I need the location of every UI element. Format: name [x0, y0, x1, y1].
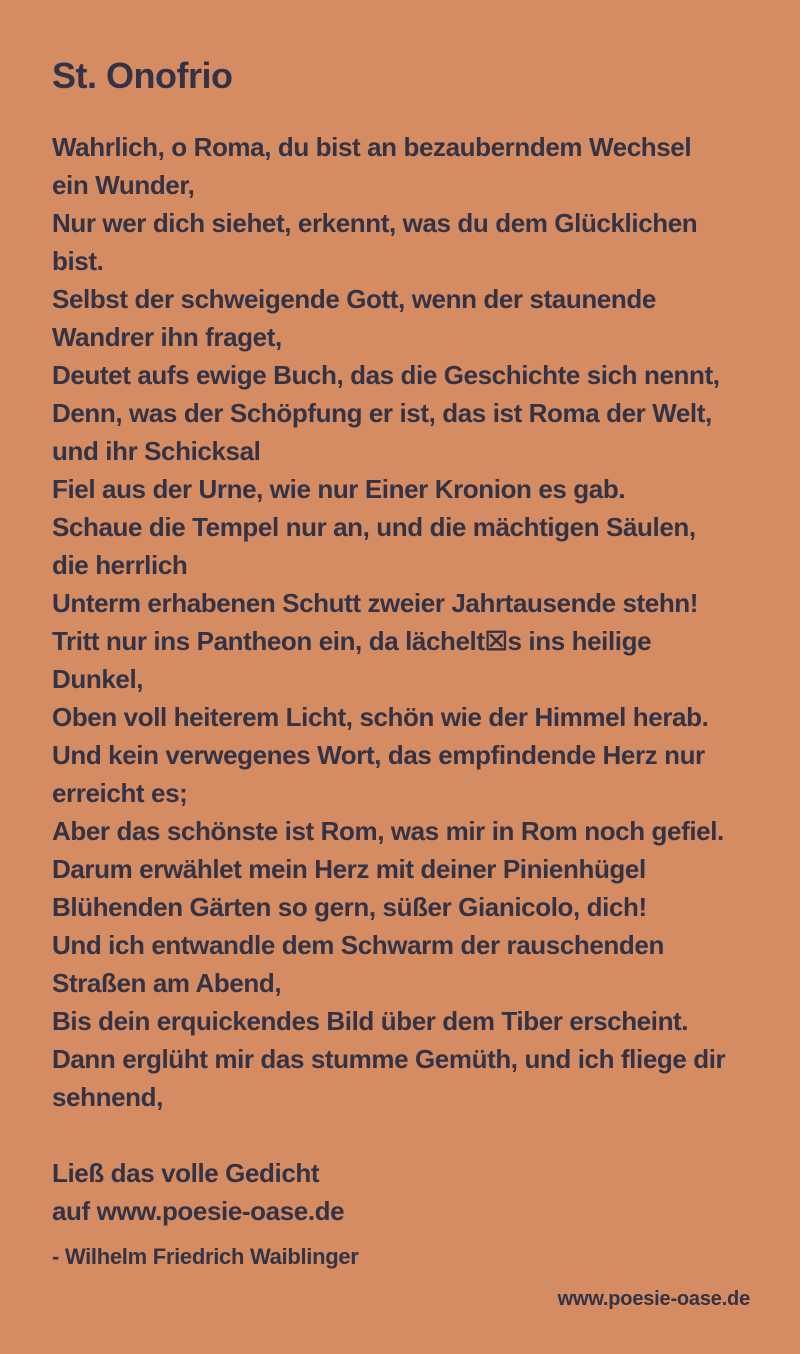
- poem-line: Denn, was der Schöpfung er ist, das ist Roma der Welt,: [52, 398, 712, 428]
- poem-line: Fiel aus der Urne, wie nur Einer Kronion es gab.: [52, 474, 626, 504]
- poem-line: Dunkel,: [52, 664, 144, 694]
- poem-line: Dann erglüht mir das stumme Gemüth, und ich fliege dir: [52, 1044, 726, 1074]
- poem-line: Tritt nur ins Pantheon ein, da lächelt☒s ins heilige: [52, 626, 652, 656]
- poem-line: ein Wunder,: [52, 170, 195, 200]
- poem-line: Wahrlich, o Roma, du bist an bezauberndem Wechsel: [52, 132, 692, 162]
- poem-line: die herrlich: [52, 550, 188, 580]
- poem-line: Selbst der schweigende Gott, wenn der staunende: [52, 284, 656, 314]
- poem-line: bist.: [52, 246, 104, 276]
- poem-line: Nur wer dich siehet, erkennt, was du dem Glücklichen: [52, 208, 698, 238]
- poem-line: Schaue die Tempel nur an, und die mächtigen Säulen,: [52, 512, 696, 542]
- poem-attribution: - Wilhelm Friedrich Waiblinger: [52, 1244, 359, 1269]
- poem-line: und ihr Schicksal: [52, 436, 261, 466]
- poem-body: [52, 128, 748, 1116]
- cta-line: Ließ das volle Gedicht: [52, 1158, 320, 1188]
- poem-line: Wandrer ihn fraget,: [52, 322, 282, 352]
- poem-line: Straßen am Abend,: [52, 968, 282, 998]
- poem-line: Oben voll heiterem Licht, schön wie der Himmel herab.: [52, 702, 709, 732]
- poem-line: Unterm erhabenen Schutt zweier Jahrtausende stehn!: [52, 588, 699, 618]
- poem-line: erreicht es;: [52, 778, 188, 808]
- poem-line: Und kein verwegenes Wort, das empfindende Herz nur: [52, 740, 705, 770]
- poem-title: St. Onofrio: [52, 55, 233, 96]
- poem-line: Und ich entwandle dem Schwarm der rauschenden: [52, 930, 664, 960]
- poem-line: sehnend,: [52, 1082, 163, 1112]
- cta-block: [52, 1154, 748, 1230]
- site-watermark: www.poesie-oase.de: [557, 1288, 750, 1310]
- cta-line: auf www.poesie-oase.de: [52, 1196, 345, 1226]
- poem-line: Aber das schönste ist Rom, was mir in Rom noch gefiel.: [52, 816, 724, 846]
- poem-line: Blühenden Gärten so gern, süßer Gianicolo, dich!: [52, 892, 647, 922]
- poem-line: Deutet aufs ewige Buch, das die Geschichte sich nennt,: [52, 360, 720, 390]
- poem-line: Darum erwählet mein Herz mit deiner Pinienhügel: [52, 854, 646, 884]
- poem-line: Bis dein erquickendes Bild über dem Tiber erscheint.: [52, 1006, 689, 1036]
